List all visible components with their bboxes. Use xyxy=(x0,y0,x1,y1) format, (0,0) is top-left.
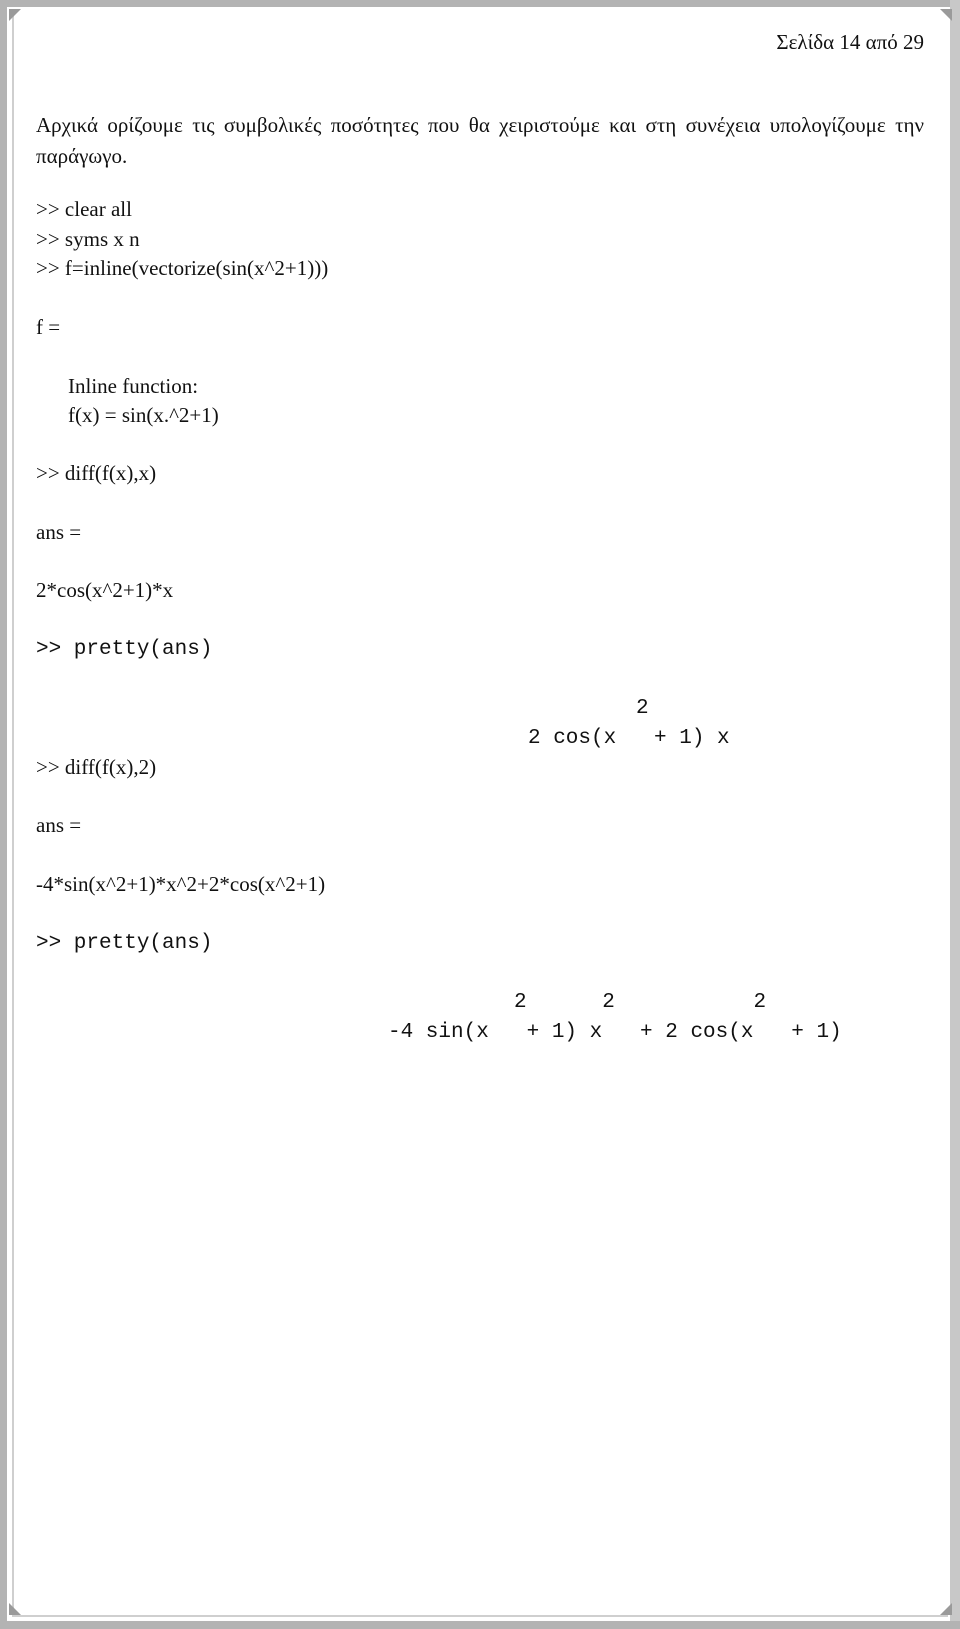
page-number: Σελίδα 14 από 29 xyxy=(776,30,924,54)
page-border-right xyxy=(950,0,960,1629)
output-ans-label-2: ans = xyxy=(36,813,82,837)
corner-marker-bottom-left xyxy=(9,1603,21,1615)
command-syms: >> syms x n xyxy=(36,227,140,251)
command-pretty-2: >> pretty(ans) xyxy=(36,932,213,955)
output-inline-label: Inline function: xyxy=(68,374,199,398)
output-f-label: f = xyxy=(36,315,61,339)
command-pretty-1: >> pretty(ans) xyxy=(36,638,213,661)
command-clear: >> clear all xyxy=(36,197,132,221)
corner-marker-top-left xyxy=(9,9,21,21)
output-inline-definition: f(x) = sin(x.^2+1) xyxy=(68,403,219,427)
output-ans-value-2: -4*sin(x^2+1)*x^2+2*cos(x^2+1) xyxy=(36,872,326,896)
inner-rule-bottom xyxy=(12,1615,948,1617)
corner-marker-bottom-right xyxy=(940,1603,952,1615)
command-diff-second: >> diff(f(x),2) xyxy=(36,755,157,779)
output-ans-value-1: 2*cos(x^2+1)*x xyxy=(36,578,174,602)
pretty-2-exponents: 2 2 2 xyxy=(514,991,767,1014)
output-ans-label-1: ans = xyxy=(36,520,82,544)
pretty-1-exponent: 2 xyxy=(636,697,649,720)
command-inline: >> f=inline(vectorize(sin(x^2+1))) xyxy=(36,256,329,280)
pretty-1-expression: 2 cos(x + 1) x xyxy=(528,727,730,750)
command-diff-first: >> diff(f(x),x) xyxy=(36,461,157,485)
page-border-top xyxy=(0,0,960,7)
corner-marker-top-right xyxy=(940,9,952,21)
page-border-bottom xyxy=(0,1621,960,1629)
intro-paragraph: Αρχικά ορίζουμε τις συμβολικές ποσότητες που θα χειριστούμε και στη συνέχεια υπολογίζουμε την παράγωγο. xyxy=(36,113,924,168)
page-border-left xyxy=(0,0,7,1629)
pretty-2-expression: -4 sin(x + 1) x + 2 cos(x + 1) xyxy=(388,1021,842,1044)
inner-rule-left xyxy=(12,12,14,1617)
